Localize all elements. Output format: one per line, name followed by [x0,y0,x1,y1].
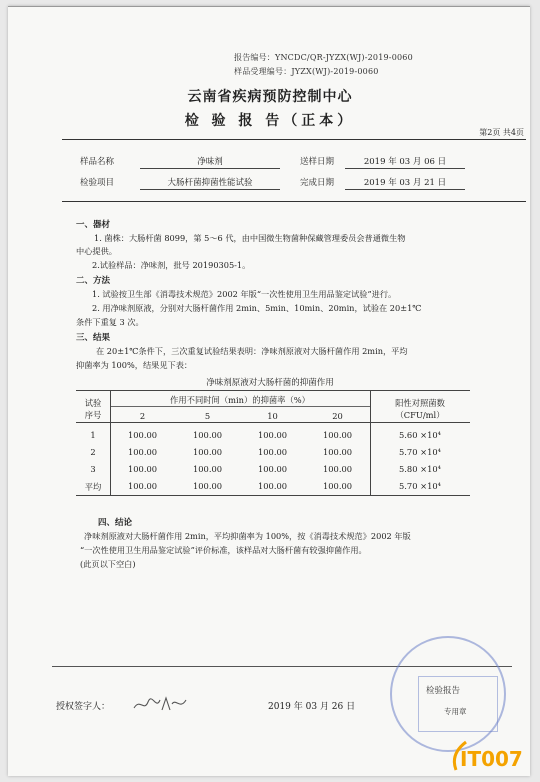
table-cell: 100.00 [192,430,223,440]
table-head-control: 阳性对照菌数 [395,398,445,408]
section-text: 1. 试验按卫生部《消毒技术规范》2002 年版“一次性使用卫生用品鉴定试验”进行。 [92,289,397,299]
table-head-time: 10 [267,411,278,421]
table-bottom-rule [76,495,470,496]
section-text: 2.试验样品：净味剂，批号 20190305-1。 [92,260,251,270]
test-item-label: 检验项目 [80,178,115,188]
finish-date-value: 2019 年 03 月 21 日 [363,178,447,188]
submit-date-label: 送样日期 [300,157,335,167]
table-cell: 100.00 [192,464,223,474]
underline [345,168,465,169]
table-head-rule [76,422,470,423]
report-number: 报告编号：YNCDC/QR-JYZX(WJ)-2019-0060 [234,53,413,62]
table-cell: 5.80 ×10⁴ [399,464,441,474]
organization-title: 云南省疾病预防控制中心 [187,89,353,105]
table-cell: 2 [90,447,96,457]
section-method-title: 二、方法 [76,276,111,286]
table-caption: 净味剂原液对大肠杆菌的抑菌作用 [206,378,334,388]
section-text: 条件下重复 3 次。 [76,317,144,327]
sign-date: 2019 年 03 月 26 日 [268,702,356,712]
table-cell: 1 [90,430,96,440]
section-text: 在 20±1℃条件下，三次重复试验结果表明：净味剂原液对大肠杆菌作用 2min，平均 [96,346,408,356]
finish-date-label: 完成日期 [300,178,335,188]
table-head-time: 5 [204,411,211,421]
table-cell: 100.00 [322,481,353,491]
table-cell: 100.00 [192,447,223,457]
seal-subtext: 专用章 [444,707,467,716]
section-text: (此页以下空白) [80,559,136,569]
section-result-title: 三、结果 [76,333,111,343]
table-cell: 100.00 [257,447,288,457]
table-cell: 100.00 [192,481,223,491]
table-head-control-unit: （CFU/ml） [395,410,445,420]
signer-label: 授权签字人： [56,702,111,712]
table-cell: 100.00 [322,430,353,440]
table-cell: 100.00 [257,481,288,491]
table-head-rate: 作用不同时间（min）的抑菌率（%） [170,395,310,405]
section-text: 2. 用净味剂原液，分别对大肠杆菌作用 2min、5min、10min、20min，试验在 20±1℃ [92,303,422,313]
table-head-trial: 序号 [84,410,102,420]
page-top-border [8,6,530,7]
sample-name-label: 样品名称 [80,157,115,167]
test-item-value: 大肠杆菌抑菌性能试验 [167,178,253,188]
table-cell: 5.70 ×10⁴ [399,481,441,491]
section-text: “一次性使用卫生用品鉴定试验”评价标准，该样品对大肠杆菌有较强抑菌作用。 [80,545,367,555]
table-head-time: 2 [139,411,146,421]
underline [140,189,280,190]
it007-logo [446,736,532,776]
section-text: 净味剂原液对大肠杆菌作用 2min，平均抑菌率为 100%，按《消毒技术规范》2002 年版 [84,531,411,541]
section-text: 中心提供。 [76,246,117,256]
info-rule [62,201,526,202]
table-head-time: 20 [332,411,343,421]
table-head-trial: 试验 [84,398,102,408]
underline [345,189,465,190]
underline [140,168,280,169]
table-subhead-rule [110,406,370,407]
table-cell: 平均 [84,482,102,492]
table-cell: 100.00 [322,447,353,457]
section-conclusion-title: 四、结论 [98,518,133,528]
seal-text: 检验报告 [426,686,461,696]
table-cell: 100.00 [257,464,288,474]
table-cell: 100.00 [322,464,353,474]
table-cell: 100.00 [127,481,158,491]
submit-date-value: 2019 年 03 月 06 日 [363,157,447,167]
table-top-rule [76,390,470,391]
sample-name-value: 净味剂 [197,157,223,167]
report-title: 检 验 报 告（正本） [184,113,356,129]
section-text: 抑菌率为 100%，结果见下表： [76,360,193,370]
section-equipment-title: 一、器材 [76,220,111,230]
table-cell: 5.70 ×10⁴ [399,447,441,457]
header-rule [62,139,526,140]
svg-text:IT007: IT007 [460,747,523,771]
table-cell: 100.00 [257,430,288,440]
sample-number: 样品受理编号：JYZX(WJ)-2019-0060 [234,67,379,76]
table-cell: 100.00 [127,447,158,457]
signature [132,692,188,716]
table-cell: 100.00 [127,430,158,440]
table-cell: 5.60 ×10⁴ [399,430,441,440]
table-cell: 3 [90,464,96,474]
table-cell: 100.00 [127,464,158,474]
section-text: 1. 菌株：大肠杆菌 8099，第 5～6 代，由中国微生物菌种保藏管理委员会普通微生物 [94,233,406,243]
page-indicator: 第2页 共4页 [479,128,524,137]
